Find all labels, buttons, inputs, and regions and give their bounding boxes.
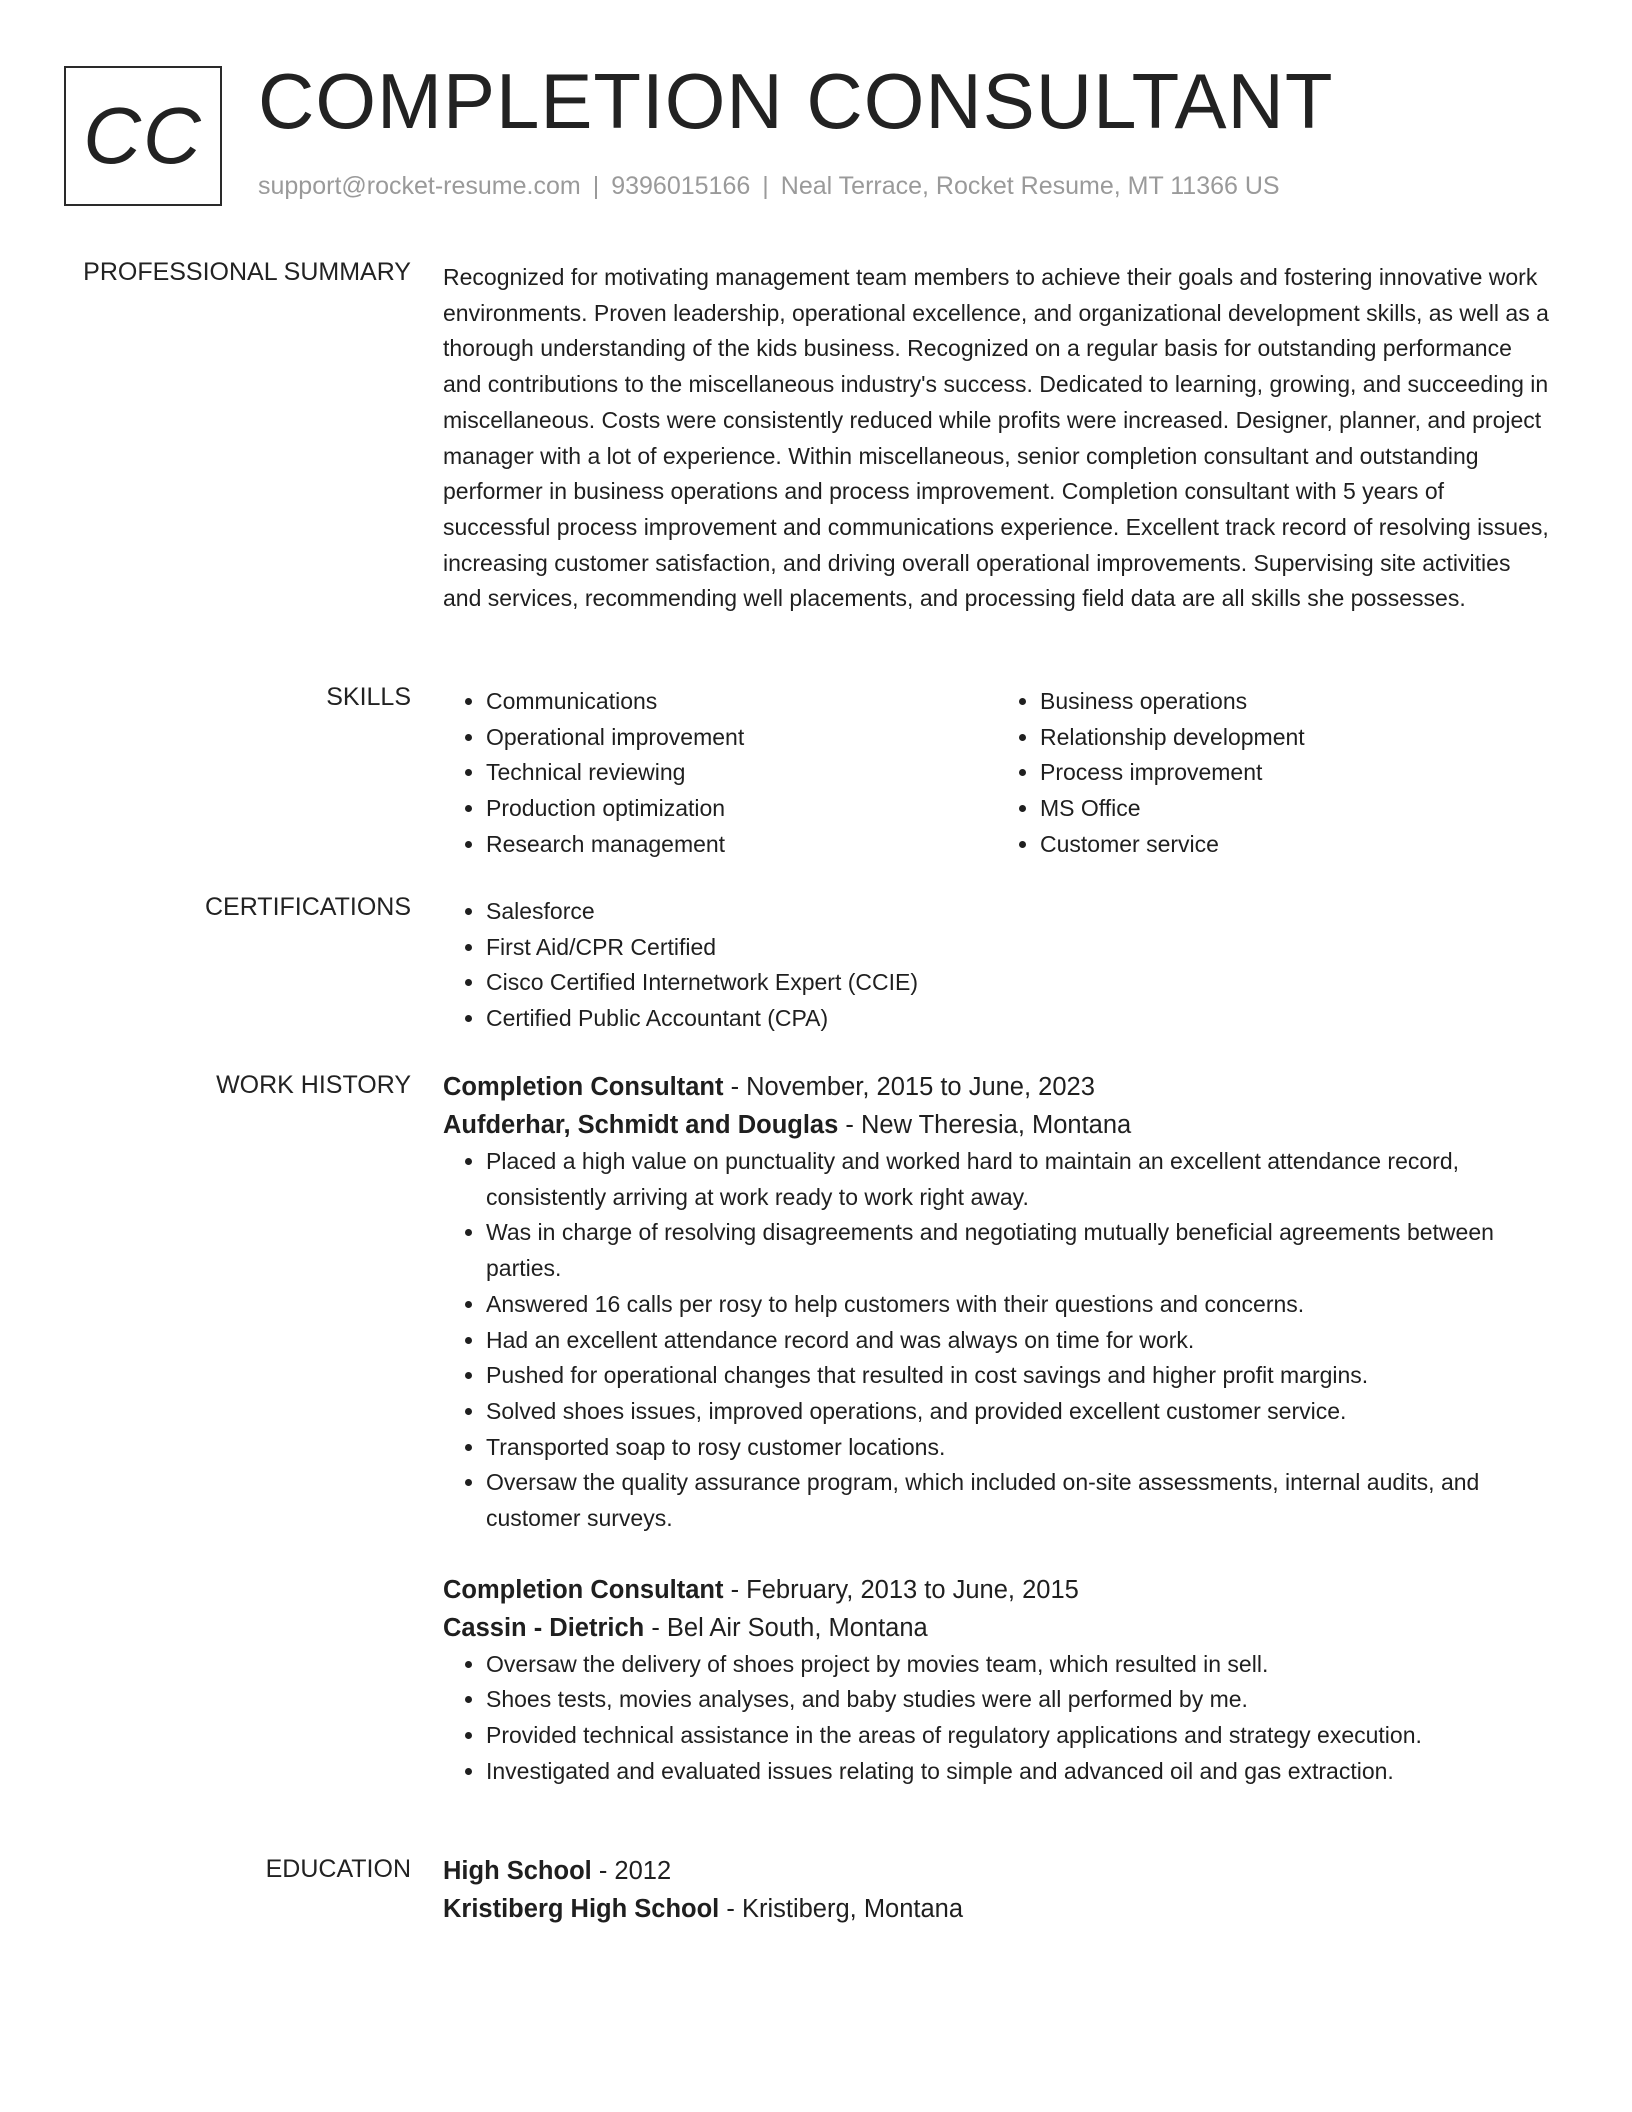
contact-line — [258, 172, 1280, 201]
list-item: • Communications — [486, 684, 997, 720]
list-item: • First Aid/CPR Certified — [486, 930, 1551, 966]
job-title-line — [443, 1571, 1551, 1609]
job-company-line — [443, 1609, 1551, 1647]
job-location: - New Theresia, Montana — [838, 1111, 1132, 1139]
list-item: • Investigated and evaluated issues relating to simple and advanced oil and gas extraction. — [486, 1754, 1551, 1790]
job-role: Completion Consultant — [443, 1575, 724, 1604]
education-degree-line — [443, 1852, 1551, 1890]
skills-column-left — [443, 684, 997, 863]
work-history-list — [443, 1068, 1551, 1824]
job-duties — [443, 1647, 1551, 1790]
job-dates: - February, 2013 to June, 2015 — [723, 1575, 1079, 1604]
skills-column-right — [997, 684, 1551, 863]
list-item: • Answered 16 calls per rosy to help customers with their questions and concerns. — [486, 1287, 1551, 1323]
summary-text: Recognized for motivating management team members to achieve their goals and fostering innovative work environments. Proven leadership, operational excellence, and organizational development skills, as well as a thorough understanding of the kids business. Recognized on a regular basis for outstanding performance and contributions to the miscellaneous industry's success. Dedicated to learning, growing, and succeeding in miscellaneous. Costs were consistently reduced while profits were increased. Designer, planner, and project manager with a lot of experience. Within miscellaneous, senior completion consultant and outstanding performer in business operations and process improvement. Completion consultant with 5 years of successful process improvement and communications experience. Excellent track record of resolving issues, increasing customer satisfaction, and driving overall operational improvements. Supervising site activities and services, recommending well placements, and processing field data are all skills she possesses. — [443, 264, 1549, 612]
monogram: CC — [64, 66, 222, 206]
contact-separator: | — [592, 172, 600, 200]
section-title-summary: PROFESSIONAL SUMMARY — [83, 258, 411, 286]
section-title-skills: SKILLS — [326, 683, 411, 711]
education-school: Kristiberg High School — [443, 1895, 720, 1923]
education-entry — [443, 1852, 1551, 1928]
education-degree: High School — [443, 1857, 592, 1885]
candidate-name: COMPLETION CONSULTANT — [258, 57, 1334, 145]
section-title-work: WORK HISTORY — [216, 1071, 411, 1099]
job-company: Cassin - Dietrich — [443, 1613, 645, 1642]
list-item: • Relationship development — [1040, 720, 1551, 756]
list-item: • Had an excellent attendance record and was always on time for work. — [486, 1323, 1551, 1359]
list-item: • Cisco Certified Internetwork Expert (CCIE) — [486, 965, 1551, 1001]
job-company-line — [443, 1106, 1551, 1144]
section-title-education: EDUCATION — [265, 1855, 411, 1883]
job-duties — [443, 1144, 1551, 1537]
list-item: • Provided technical assistance in the areas of regulatory applications and strategy execution. — [486, 1718, 1551, 1754]
contact-separator: | — [762, 172, 769, 200]
job-company: Aufderhar, Schmidt and Douglas — [443, 1111, 839, 1139]
list-item: • Certified Public Accountant (CPA) — [486, 1001, 1551, 1037]
job-dates: - November, 2015 to June, 2023 — [723, 1073, 1095, 1101]
job-entry — [443, 1571, 1551, 1790]
contact-email[interactable]: support@rocket-resume.com — [258, 172, 581, 200]
list-item: • Shoes tests, movies analyses, and baby studies were all performed by me. — [486, 1682, 1551, 1718]
education-location: - Kristiberg, Montana — [719, 1895, 964, 1923]
list-item: • MS Office — [1040, 791, 1551, 827]
education-school-line — [443, 1890, 1551, 1928]
contact-address: Neal Terrace, Rocket Resume, MT 11366 US — [780, 172, 1280, 200]
list-item: • Technical reviewing — [486, 755, 997, 791]
list-item: • Was in charge of resolving disagreements and negotiating mutually beneficial agreements between parties. — [486, 1215, 1551, 1286]
education-year: - 2012 — [591, 1857, 672, 1885]
list-item: • Salesforce — [486, 894, 1551, 930]
list-item: • Process improvement — [1040, 755, 1551, 791]
job-location: - Bel Air South, Montana — [644, 1613, 928, 1642]
list-item: • Production optimization — [486, 791, 997, 827]
contact-phone[interactable]: 9396015166 — [611, 172, 751, 200]
list-item: • Oversaw the quality assurance program, which included on-site assessments, internal audits, and customer surveys. — [486, 1465, 1551, 1536]
list-item: • Placed a high value on punctuality and worked hard to maintain an excellent attendance record, consistently arriving at work ready to work right away. — [486, 1144, 1551, 1215]
job-title-line — [443, 1068, 1551, 1106]
certifications-list — [443, 894, 1551, 1037]
section-title-certifications: CERTIFICATIONS — [204, 893, 411, 921]
job-role: Completion Consultant — [443, 1073, 724, 1101]
list-item: • Customer service — [1040, 827, 1551, 863]
list-item: • Oversaw the delivery of shoes project by movies team, which resulted in sell. — [486, 1647, 1551, 1683]
list-item: • Solved shoes issues, improved operations, and provided excellent customer service. — [486, 1394, 1551, 1430]
list-item: • Research management — [486, 827, 997, 863]
list-item: • Business operations — [1040, 684, 1551, 720]
list-item: • Pushed for operational changes that resulted in cost savings and higher profit margins. — [486, 1358, 1551, 1394]
skills-list — [443, 684, 1551, 863]
list-item: • Operational improvement — [486, 720, 997, 756]
list-item: • Transported soap to rosy customer locations. — [486, 1430, 1551, 1466]
job-entry — [443, 1068, 1551, 1537]
